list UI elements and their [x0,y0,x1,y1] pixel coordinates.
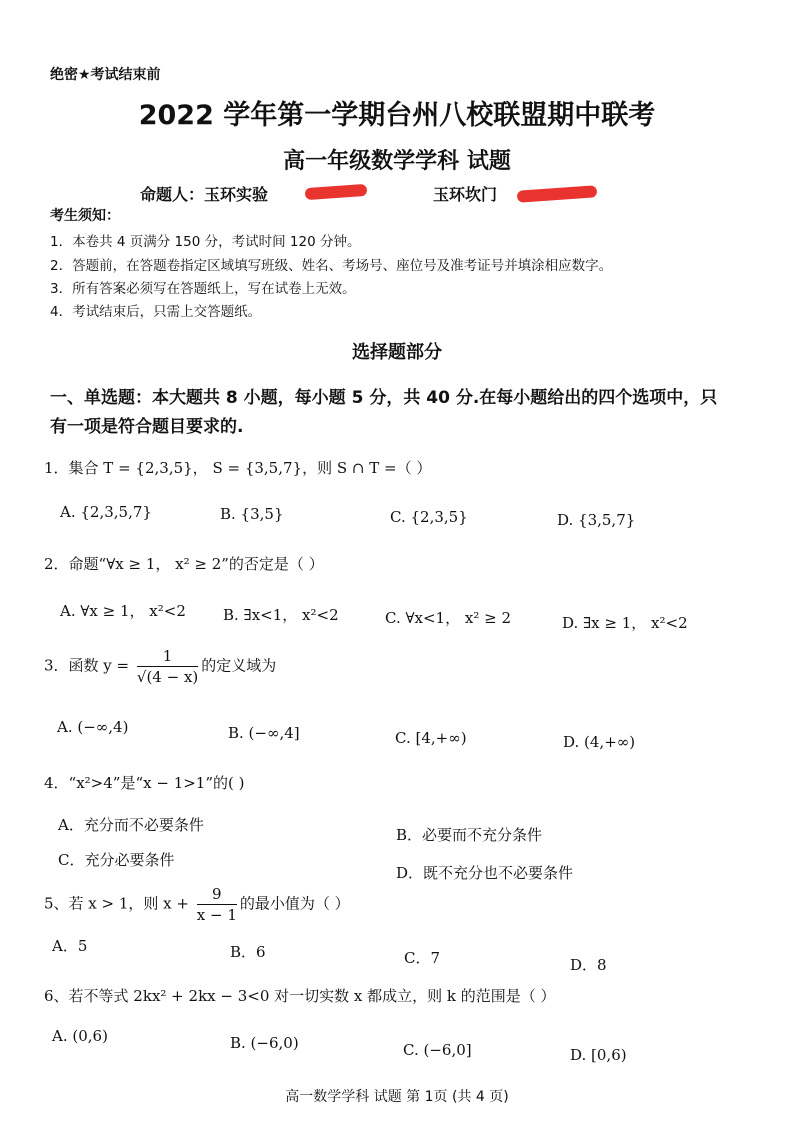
question-5-stem-prefix: 5、若 x > 1，则 x + [44,894,194,913]
question-5-option-b: B．6 [230,943,266,961]
notice-item: 1．本卷共 4 页满分 150 分，考试时间 120 分钟。 [50,234,361,250]
question-4-option-b: B．必要而不充分条件 [396,826,543,844]
question-2-option-d: D. ∃x ≥ 1， x²<2 [562,614,688,632]
page-footer: 高一数学学科 试题 第 1页 (共 4 页) [285,1089,509,1105]
fraction-denominator: x − 1 [196,906,237,924]
part-heading-line2: 有一项是符合题目要求的. [50,417,244,437]
question-6-option-c: C. (−6,0] [403,1041,472,1059]
secret-label: 绝密★考试结束前 [50,67,161,83]
question-3-option-c: C. [4,+∞) [395,729,467,747]
question-1-option-d: D. {3,5,7} [557,511,636,529]
section-title: 选择题部分 [352,342,442,363]
notice-item: 2．答题前，在答题卷指定区域填写班级、姓名、考场号、座位号及准考证号并填涂相应数字。 [50,258,613,274]
fraction-numerator: 1 [137,646,198,667]
question-3-option-d: D. (4,+∞) [563,733,636,751]
fraction-numerator: 9 [197,884,237,905]
question-1-option-c: C. {2,3,5} [390,508,468,526]
notice-item: 3．所有答案必须写在答题纸上，写在试卷上无效。 [50,281,356,297]
author-right: 玉环坎门 [433,185,498,204]
question-3-stem [44,646,276,687]
author-left: 命题人：玉环实验 [140,185,269,204]
notice-heading: 考生须知： [50,208,120,224]
question-5-option-d: D．8 [570,956,607,974]
question-6-option-b: B. (−6,0) [230,1034,299,1052]
question-3-option-a: A. (−∞,4) [57,718,129,736]
question-4-option-a: A．充分而不必要条件 [58,816,204,834]
part-heading-line1: 一、单选题：本大题共 8 小题，每小题 5 分，共 40 分.在每小题给出的四个选项中，只 [50,388,718,408]
question-1-option-a: A. {2,3,5,7} [60,503,152,521]
question-6-option-d: D. [0,6) [570,1046,627,1064]
question-3-stem-prefix: 3．函数 y = [44,656,134,675]
question-3-option-b: B. (−∞,4] [228,724,300,742]
question-6-option-a: A. (0,6) [52,1027,108,1045]
question-4-stem: 4．“x²>4”是“x − 1>1”的( ) [44,774,245,792]
redaction-mark-left [305,184,368,200]
question-2-option-c: C. ∀x<1， x² ≥ 2 [385,609,511,627]
question-2-stem: 2．命题“∀x ≥ 1， x² ≥ 2”的否定是（ ） [44,555,324,573]
question-5-stem-suffix: 的最小值为（ ） [239,894,350,913]
question-1-stem: 1．集合 T = {2,3,5}， S = {3,5,7}，则 S ∩ T =（ ） [44,459,432,477]
question-4-option-c: C．充分必要条件 [58,851,175,869]
question-5-option-a: A．5 [52,937,88,955]
question-4-option-d: D．既不充分也不必要条件 [396,864,574,882]
question-2-option-a: A. ∀x ≥ 1， x²<2 [60,602,186,620]
question-2-option-b: B. ∃x<1， x²<2 [223,606,339,624]
question-3-stem-suffix: 的定义域为 [201,656,277,675]
exam-title: 2022 学年第一学期台州八校联盟期中联考 [138,100,656,131]
question-1-option-b: B. {3,5} [220,505,284,523]
question-5-option-c: C．7 [404,949,441,967]
fraction [197,884,237,925]
question-6-stem: 6、若不等式 2kx² + 2kx − 3<0 对一切实数 x 都成立，则 k 的范围是（ ） [44,987,556,1005]
notice-item: 4．考试结束后，只需上交答题纸。 [50,304,262,320]
redaction-mark-right [517,185,598,203]
fraction-denominator: √(4 − x) [136,668,199,686]
exam-subtitle: 高一年级数学学科 试题 [283,149,511,174]
question-5-stem [44,884,350,925]
fraction [137,646,198,687]
